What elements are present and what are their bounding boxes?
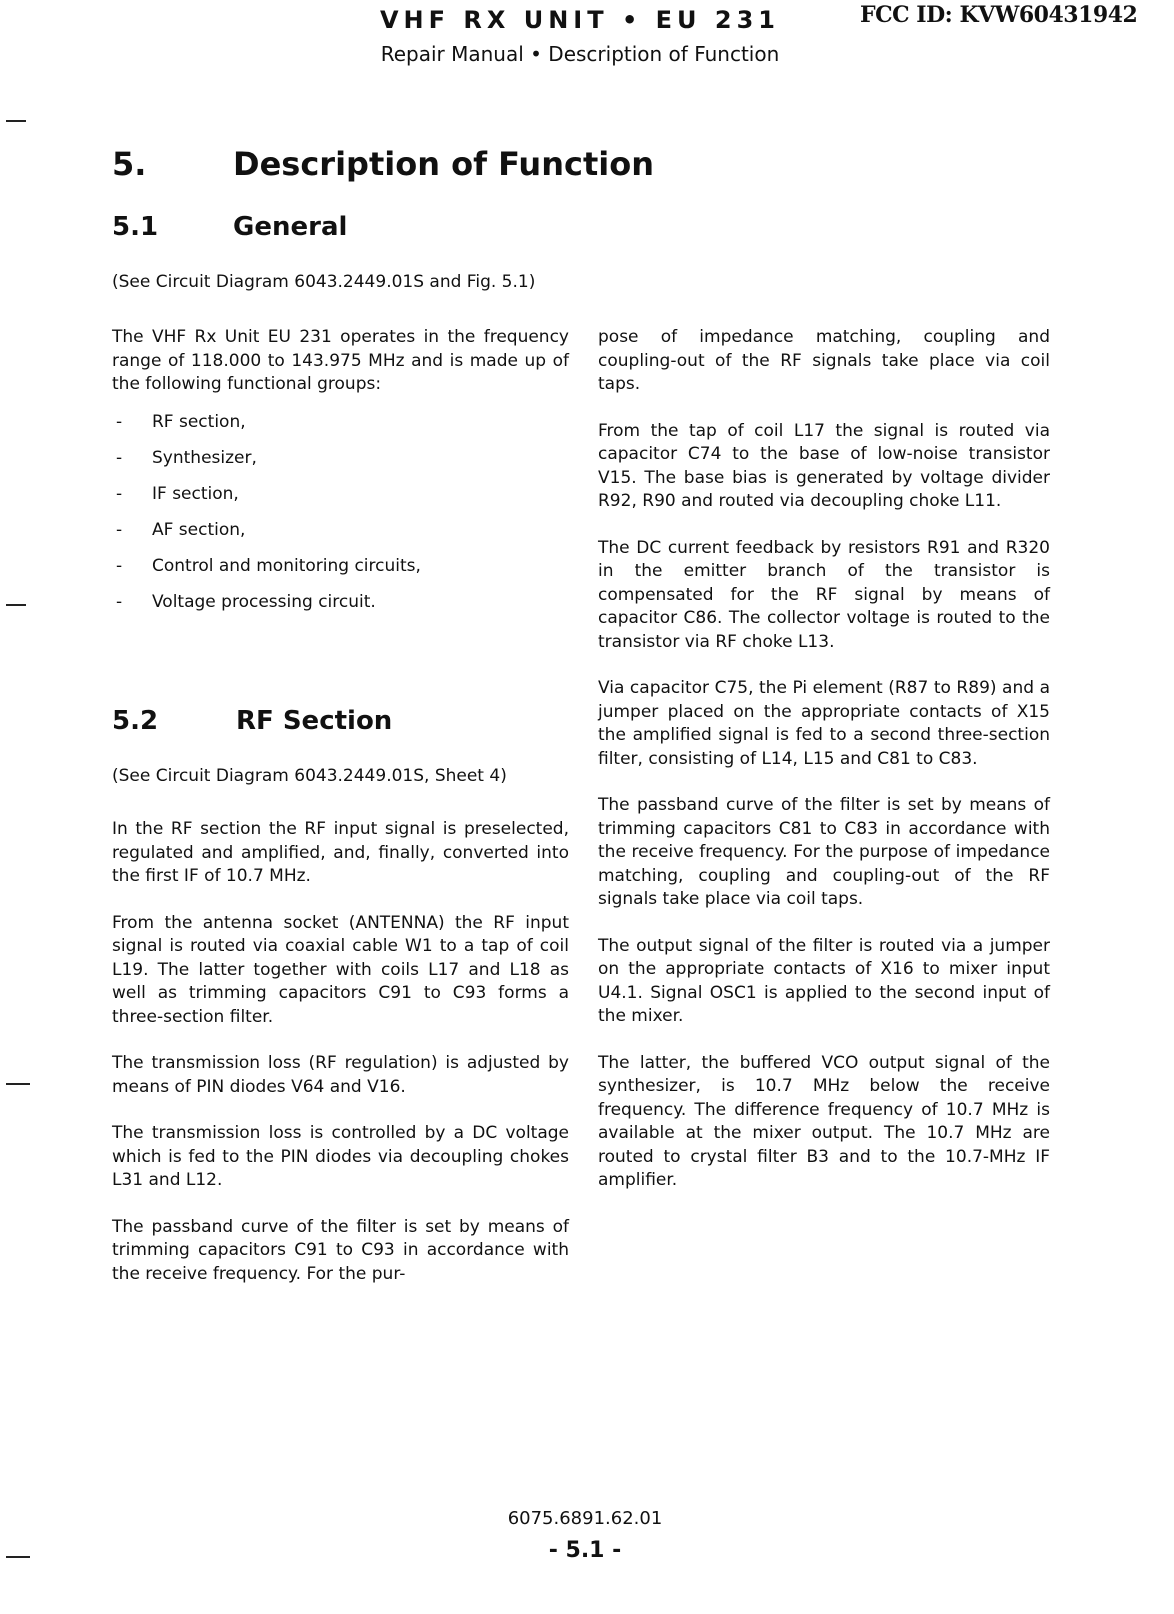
paragraph: The output signal of the filter is routed via a jumper on the appropriate contacts of X16 to mixer input U4.1. Signal OSC1 is applied to the second input of the mixer. [598,935,1050,1026]
paragraph: In the RF section the RF input signal is preselected, regulated and amplified, and, finally, converted into the first IF of 10.7 MHz. [112,819,569,886]
paragraph: The passband curve of the filter is set by means of trimming capacitors C81 to C83 in accordance with the receive frequency. For the purpose of impedance matching, coupling and coupling-out of the RF signals take place via coil taps. [598,795,1050,909]
functional-groups-list [112,410,421,626]
paragraph: pose of impedance matching, coupling and coupling-out of the RF signals take place via coil taps. [598,327,1050,394]
paragraph: The transmission loss is controlled by a DC voltage which is fed to the PIN diodes via decoupling chokes L31 and L12. [112,1123,569,1190]
section-5-1-number: 5.1 [112,212,159,242]
paragraph: The DC current feedback by resistors R91 and R320 in the emitter branch of the transistor is compensated for the RF signal by means of capacitor C86. The collector voltage is routed to the transistor via RF choke L13. [598,537,1050,652]
scan-mark [6,1556,30,1558]
section-5-1-title: General [233,212,348,242]
section-5-1-reference: (See Circuit Diagram 6043.2449.01S and Fig. 5.1) [112,272,536,292]
paragraph: The passband curve of the filter is set by means of trimming capacitors C91 to C93 in accordance with the receive frequency. For the pur- [112,1216,569,1284]
intro-paragraph: The VHF Rx Unit EU 231 operates in the frequency range of 118.000 to 143.975 MHz and is made up of the following functional groups: [112,327,569,394]
left-column-text [112,818,569,1309]
footer-doc-code: 6075.6891.62.01 [507,1508,663,1529]
header-subtitle: Repair Manual • Description of Function [380,42,780,66]
list-item: - Synthesizer, [116,448,257,468]
section-5-2-title: RF Section [236,706,393,736]
header-title: VHF RX UNIT • EU 231 [379,6,780,34]
scan-mark [6,1083,30,1085]
paragraph: From the tap of coil L17 the signal is routed via capacitor C74 to the base of low-noise transistor V15. The base bias is generated by voltage divider R92, R90 and routed via decoupling choke L11. [598,420,1050,511]
list-item: - Voltage processing circuit. [116,592,376,612]
section-5-1-intro [112,326,569,420]
section-5-number: 5. [112,145,147,183]
section-5-2-reference: (See Circuit Diagram 6043.2449.01S, Sheet 4) [112,766,507,786]
list-item: - AF section, [116,520,246,540]
paragraph: Via capacitor C75, the Pi element (R87 to R89) and a jumper placed on the appropriate contacts of X15 the amplified signal is fed to a second three-section filter, consisting of L14, L15 and C81 to C83. [598,678,1050,769]
paragraph: The transmission loss (RF regulation) is adjusted by means of PIN diodes V64 and V16. [112,1053,569,1097]
scan-mark [6,604,26,606]
page-number: - 5.1 - [548,1538,622,1563]
scan-mark [6,120,26,122]
list-item: - RF section, [116,412,246,432]
paragraph: The latter, the buffered VCO output signal of the synthesizer, is 10.7 MHz below the receive frequency. The difference frequency of 10.7 MHz is available at the mixer output. The 10.7 MHz are routed to crystal filter B3 and to the 10.7-MHz IF amplifier. [598,1052,1050,1190]
section-5-2-number: 5.2 [112,706,159,736]
section-5-title: Description of Function [233,145,654,183]
right-column-text [598,326,1050,1216]
fcc-id-stamp: FCC ID: KVW60431942 [860,2,1138,28]
list-item: - IF section, [116,484,239,504]
list-item: - Control and monitoring circuits, [116,556,421,576]
paragraph: From the antenna socket (ANTENNA) the RF input signal is routed via coaxial cable W1 to a tap of coil L19. The latter together with coils L17 and L18 as well as trimming capacitors C91 to C93 forms a three-section filter. [112,912,569,1027]
